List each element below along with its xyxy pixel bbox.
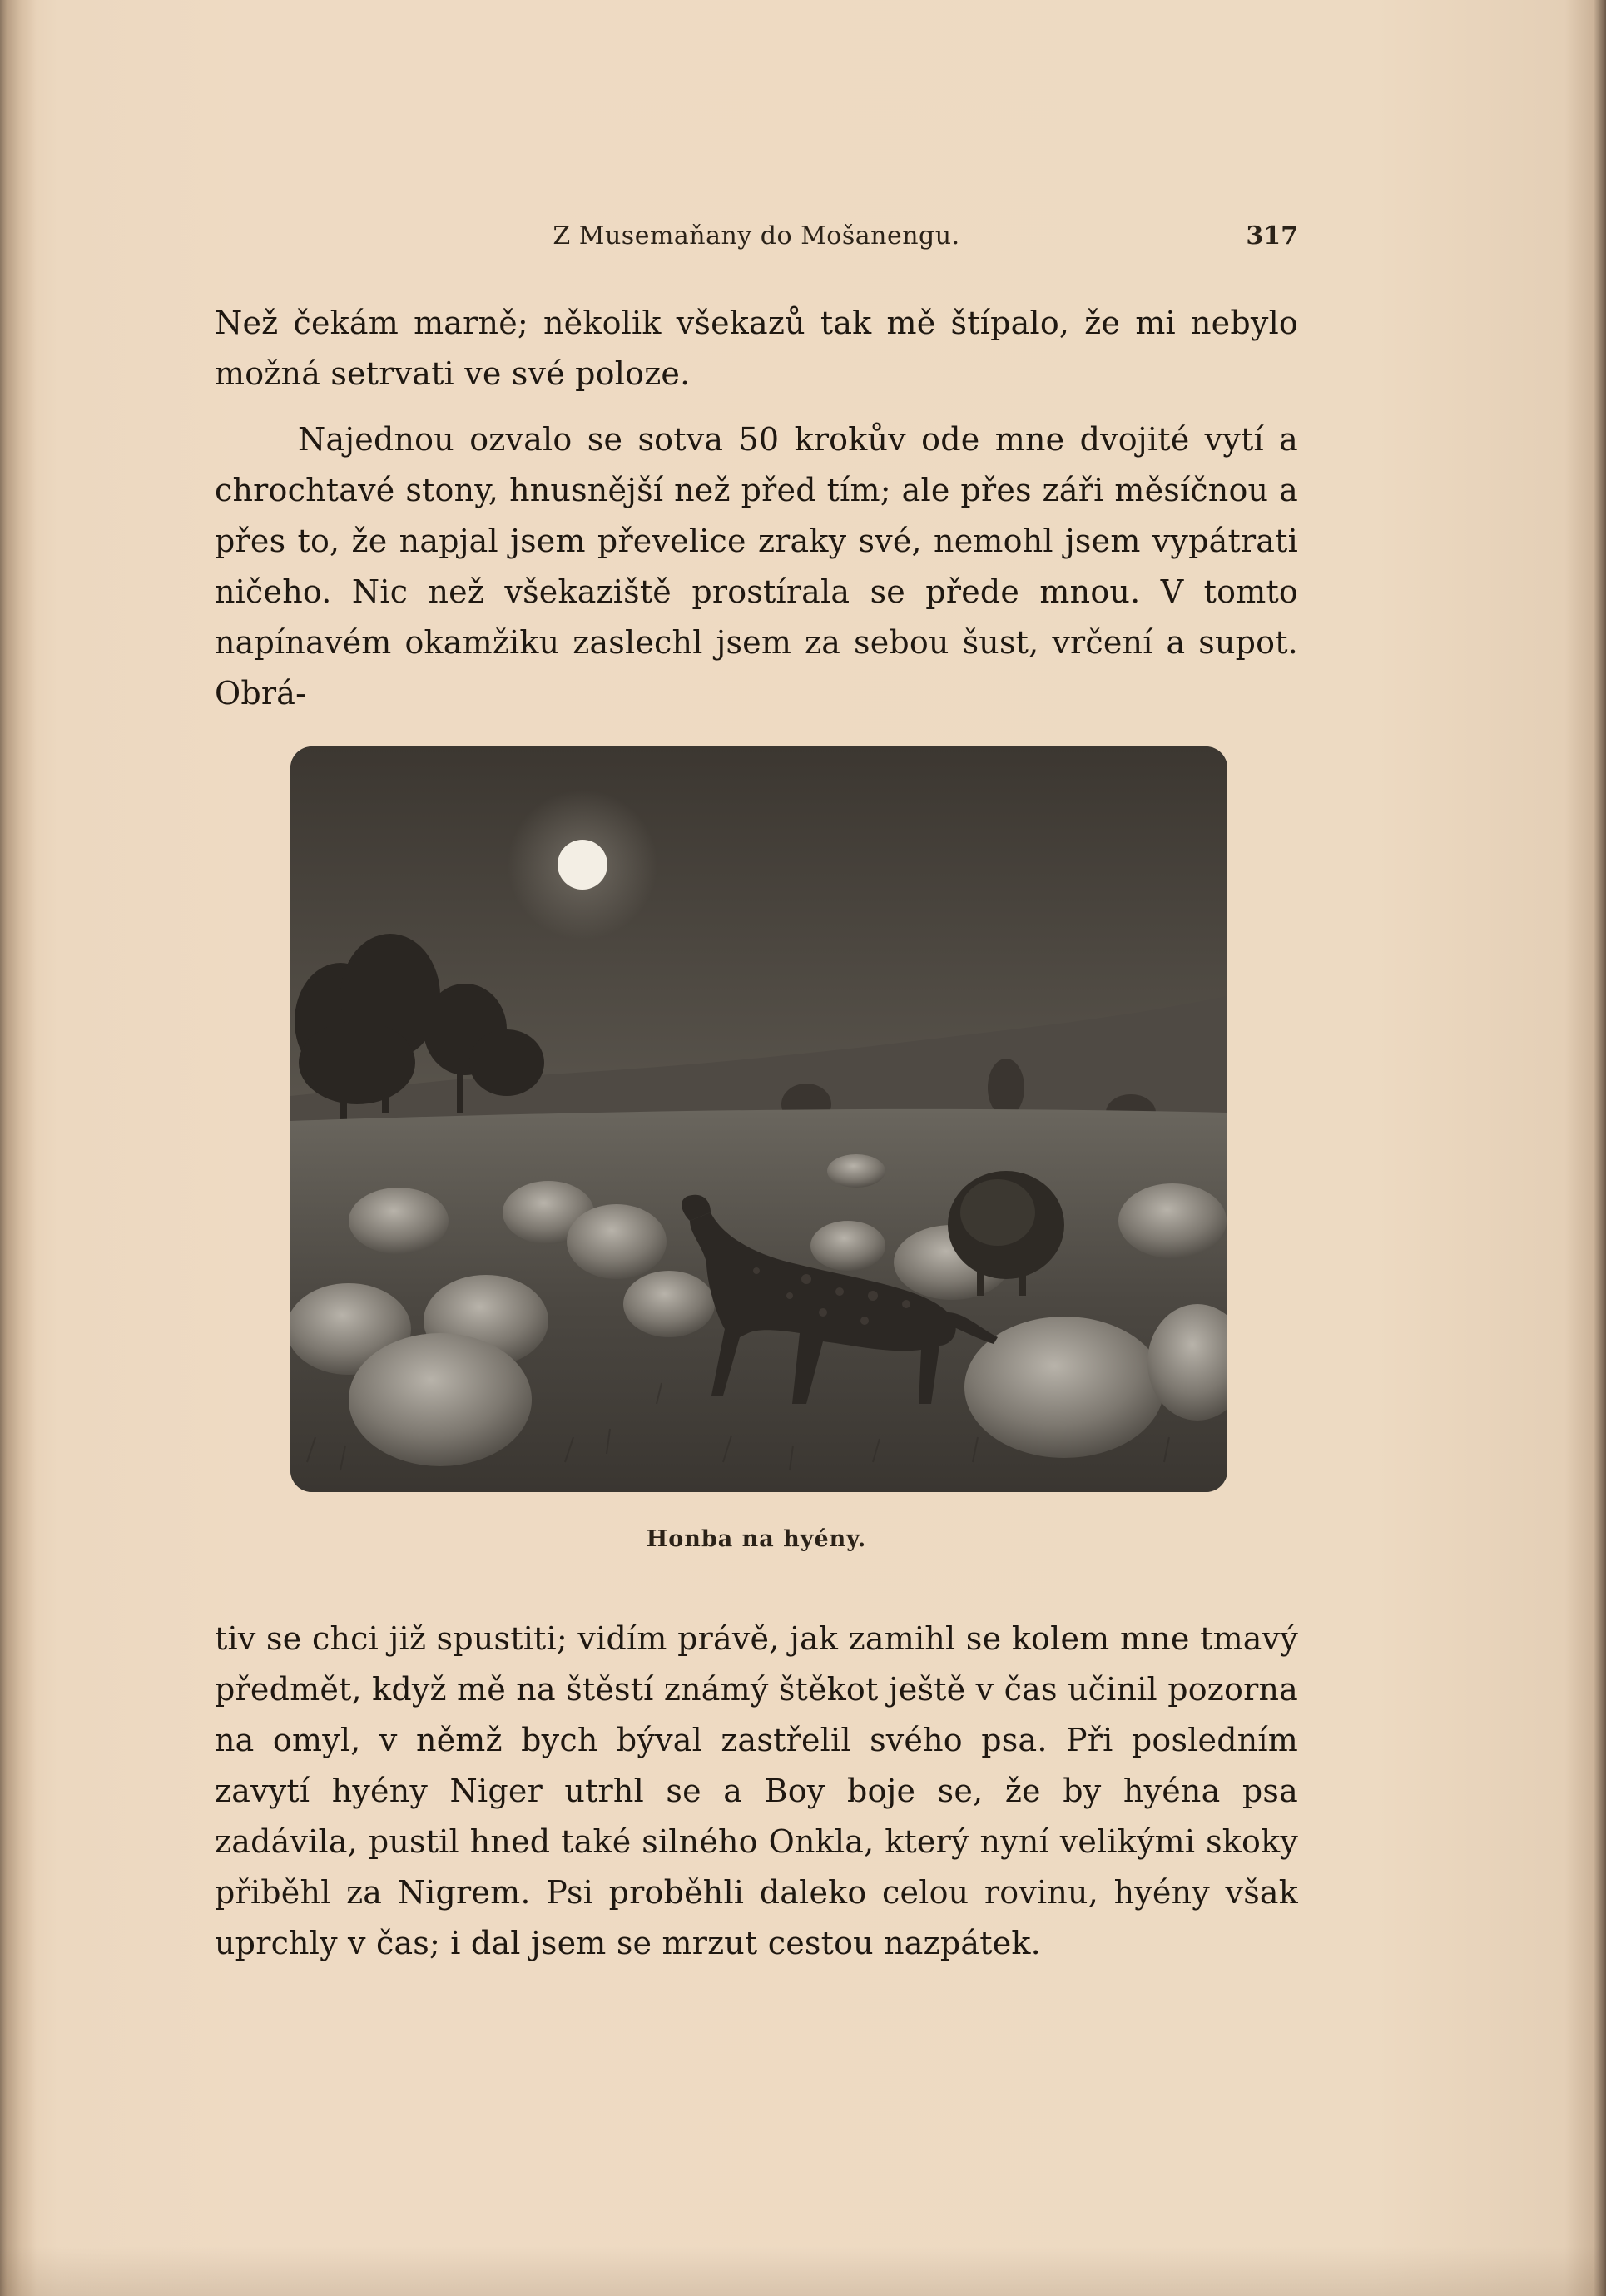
figure-caption: Honba na hyény. xyxy=(646,1526,867,1552)
paragraph-3: tiv se chci již spustiti; vidím právě, jak zamihl se kolem mne tmavý předmět, když mě na štěstí známý štěkot ještě v čas učinil pozorna na omyl, v němž bych býval zastřelil svého psa. Při posledním zavytí hyény Niger utrhl se a Boy boje se, že by hyéna psa zadávila, pustil hned také silného Onkla, který nyní velikými skoky přiběhl za Nigrem. Psi proběhli daleko celou rovinu, hyény však uprchly v čas; i dal jsem se mrzut cestou nazpátek. xyxy=(215,1620,1298,1961)
chapter-title: Z Musemaňany do Mošanengu. xyxy=(553,221,960,250)
running-header xyxy=(215,218,1298,251)
page-number: 317 xyxy=(1246,221,1298,250)
paragraph-2: Najednou ozvalo se sotva 50 krokův ode mne dvojité vytí a chrochtavé stony, hnusnější než před tím; ale přes záři měsíčnou a přes to, že napjal jsem převelice zraky své, nemohl jsem vypátrati ničeho. Nic než všekaziště prostírala se přede mnou. V tomto napínavém okamžiku zaslechl jsem za sebou šust, vrčení a supot. Obrá- xyxy=(215,421,1298,712)
illustration-hyena-hunt xyxy=(290,746,1227,1492)
moon xyxy=(558,840,607,890)
paragraph-1: Než čekám marně; několik všekazů tak mě štípalo, že mi nebylo možná setrvati ve své poloze. xyxy=(215,305,1298,392)
moonlit-savanna-scene xyxy=(290,746,1227,1492)
